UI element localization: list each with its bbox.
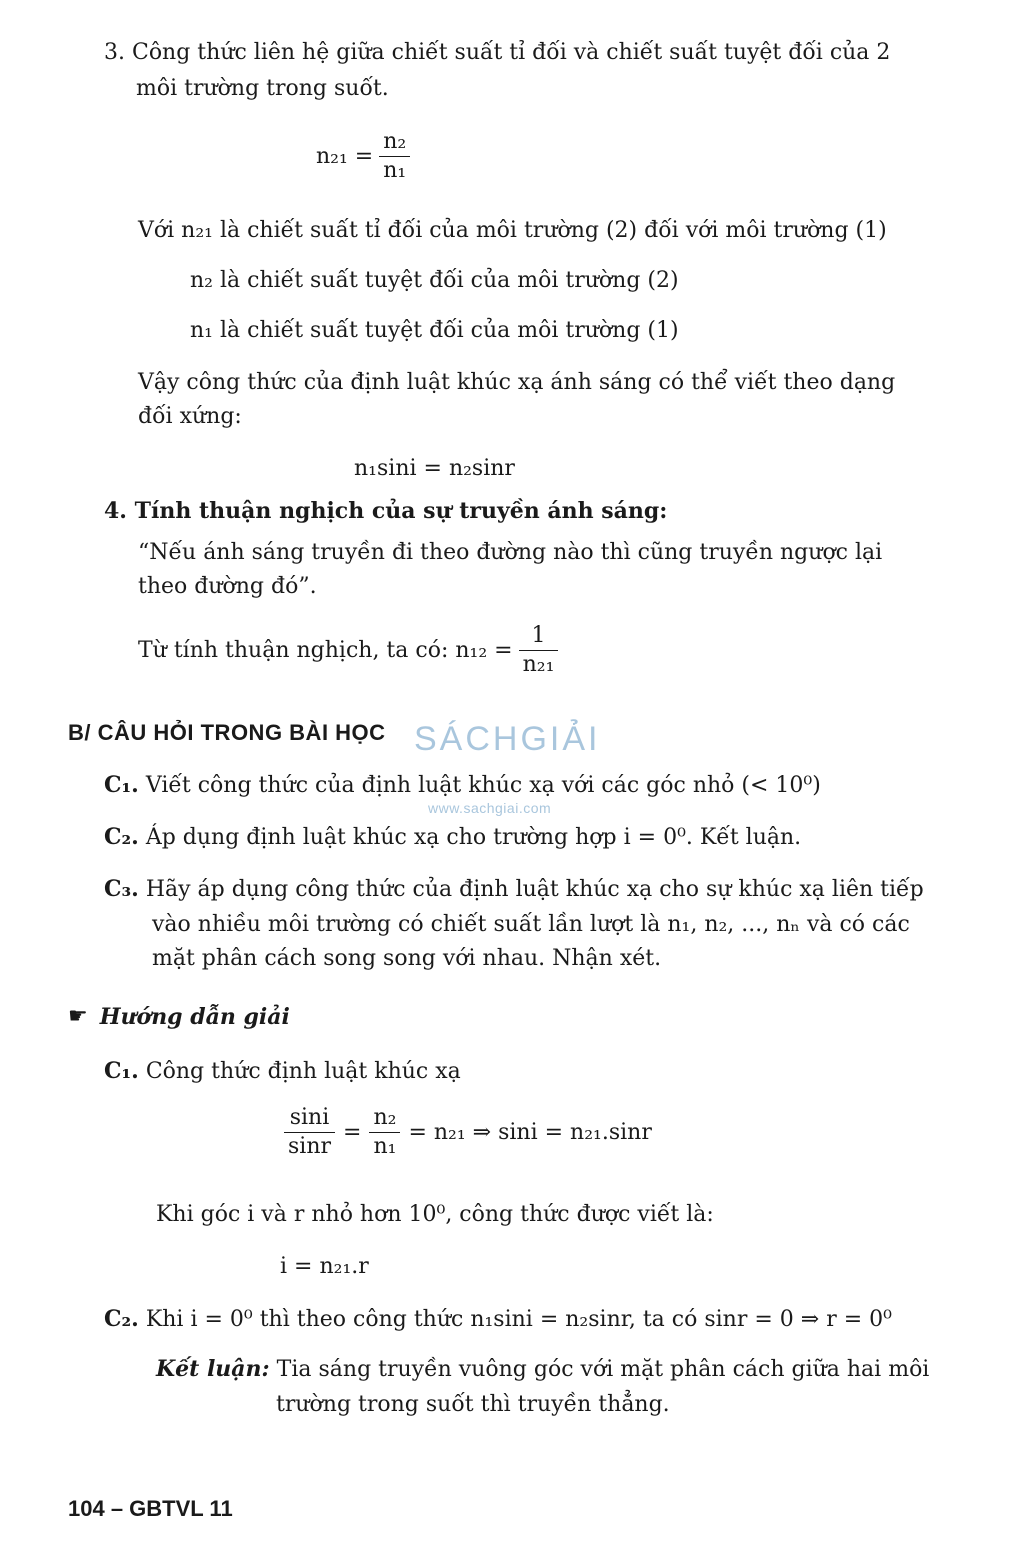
fraction-denominator: n₁ xyxy=(383,158,407,183)
answer-c2 xyxy=(104,1302,892,1337)
answer-c1-label: C₁. xyxy=(104,1058,139,1084)
formula-reciprocal xyxy=(138,622,558,679)
formula-n21 xyxy=(316,128,410,185)
formula-reciprocal-text: Từ tính thuận nghịch, ta có: n₁₂ = xyxy=(138,637,513,663)
fraction-denominator: n₁ xyxy=(373,1134,397,1159)
fraction-numerator: sini xyxy=(289,1105,330,1130)
question-c2 xyxy=(104,820,801,855)
answer-c2-label: C₂. xyxy=(104,1306,139,1332)
fraction-numerator: 1 xyxy=(531,623,546,648)
formula-reciprocal-fraction xyxy=(519,622,559,679)
question-c3-line-2: vào nhiều môi trường có chiết suất lần lượt là n₁, n₂, ..., nₙ và có các xyxy=(152,912,910,937)
item-3-line-1: 3. Công thức liên hệ giữa chiết suất tỉ đối và chiết suất tuyệt đối của 2 xyxy=(104,40,891,65)
formula-snell-equals: = xyxy=(343,1119,362,1145)
watermark-url: www.sachgiai.com xyxy=(428,800,552,816)
fraction-numerator: n₂ xyxy=(373,1105,397,1130)
formula-n21-fraction xyxy=(379,128,410,185)
item-4-heading: 4. Tính thuận nghịch của sự truyền ánh sáng: xyxy=(104,498,668,524)
question-c3-line-3: mặt phân cách song song với nhau. Nhận xét. xyxy=(152,946,662,971)
answer-c1 xyxy=(104,1054,461,1089)
small-angle-text: Khi góc i và r nhỏ hơn 10⁰, công thức được viết là: xyxy=(156,1202,714,1227)
question-c2-text: Áp dụng định luật khúc xạ cho trường hợp i = 0⁰. Kết luận. xyxy=(145,825,802,850)
answer-c1-text: Công thức định luật khúc xạ xyxy=(145,1059,461,1084)
conclusion-line-2: trường trong suốt thì truyền thẳng. xyxy=(276,1392,670,1417)
question-c1-text: Viết công thức của định luật khúc xạ với các góc nhỏ (< 10⁰) xyxy=(145,773,821,798)
question-c3-label: C₃. xyxy=(104,876,139,902)
question-c1-label: C₁. xyxy=(104,772,139,798)
fraction-numerator: n₂ xyxy=(383,129,407,154)
fraction-denominator: sinr xyxy=(288,1134,332,1159)
conclusion-line-1 xyxy=(156,1352,929,1387)
small-angle-formula: i = n₂₁.r xyxy=(280,1254,369,1279)
fraction-denominator: n₂₁ xyxy=(522,652,555,677)
watermark-brand: SÁCHGIẢI xyxy=(414,720,601,758)
question-c1 xyxy=(104,768,821,803)
question-c3 xyxy=(104,872,924,907)
page-footer: 104 – GBTVL 11 xyxy=(68,1496,233,1521)
formula-snell-fraction-n xyxy=(369,1104,400,1161)
definition-n2: n₂ là chiết suất tuyệt đối của môi trường (2) xyxy=(190,268,679,293)
guide-heading: Hướng dẫn giải xyxy=(99,1004,290,1030)
question-c2-label: C₂. xyxy=(104,824,139,850)
item-3-line-2: môi trường trong suốt. xyxy=(136,76,389,101)
formula-n21-lhs: n₂₁ = xyxy=(316,143,374,169)
conclusion-text-1: Tia sáng truyền vuông góc với mặt phân cách giữa hai môi xyxy=(276,1357,930,1382)
definition-n1: n₁ là chiết suất tuyệt đối của môi trường (1) xyxy=(190,318,679,343)
symmetric-form-line-1: Vậy công thức của định luật khúc xạ ánh sáng có thể viết theo dạng xyxy=(138,370,896,395)
formula-snell-rest: = n₂₁ ⇒ sini = n₂₁.sinr xyxy=(408,1119,652,1145)
formula-snell-fraction-sin xyxy=(284,1104,335,1161)
question-c3-line-1: Hãy áp dụng công thức của định luật khúc xạ cho sự khúc xạ liên tiếp xyxy=(145,877,924,902)
symmetric-form-line-2: đối xứng: xyxy=(138,404,242,429)
section-b-heading: B/ CÂU HỎI TRONG BÀI HỌC xyxy=(68,720,386,745)
formula-symmetric: n₁sini = n₂sinr xyxy=(354,456,515,481)
pointing-hand-icon: ☛ xyxy=(68,1004,88,1029)
guide-heading-row xyxy=(68,1000,290,1034)
answer-c2-text: Khi i = 0⁰ thì theo công thức n₁sini = n₂sinr, ta có sinr = 0 ⇒ r = 0⁰ xyxy=(145,1307,892,1332)
conclusion-label: Kết luận: xyxy=(156,1356,270,1382)
definition-n21: Với n₂₁ là chiết suất tỉ đối của môi trường (2) đối với môi trường (1) xyxy=(138,218,887,243)
quote-line-1: “Nếu ánh sáng truyền đi theo đường nào thì cũng truyền ngược lại xyxy=(138,540,883,565)
formula-snell xyxy=(284,1104,652,1161)
quote-line-2: theo đường đó”. xyxy=(138,574,317,599)
